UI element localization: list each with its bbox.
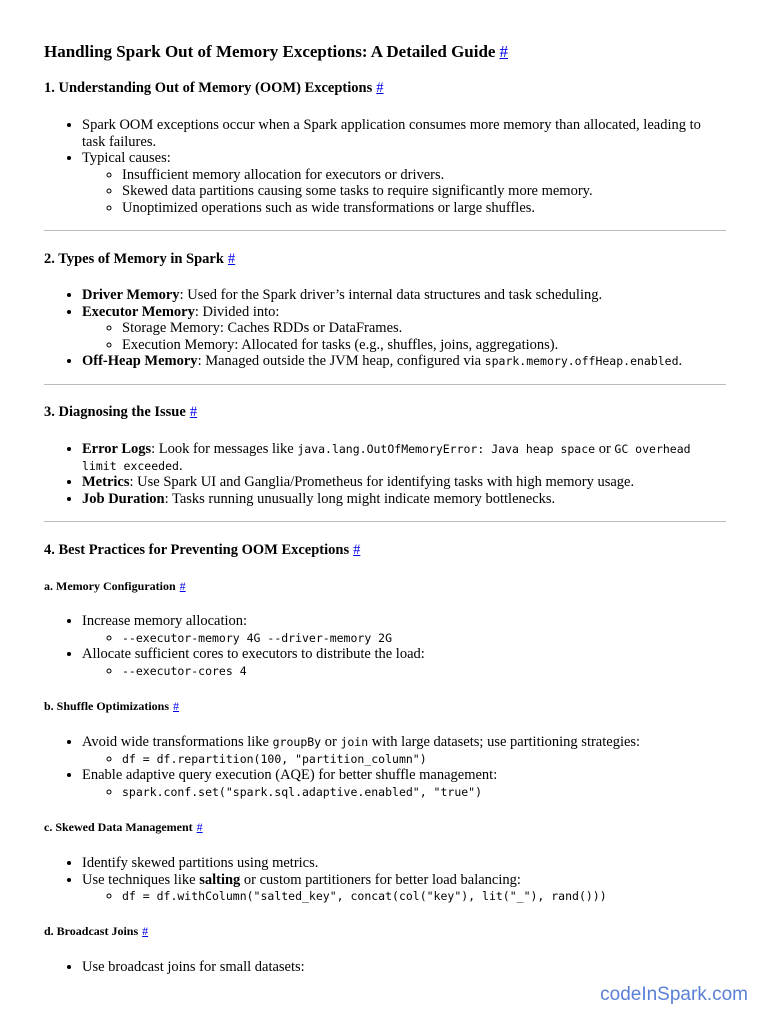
section-2-anchor-link[interactable]: # <box>227 251 236 267</box>
inline-code: --executor-memory 4G --driver-memory 2G <box>122 630 393 645</box>
list-item: • Error Logs: Look for messages like java.lang.OutOfMemoryError: Java heap space or GC overhead limit exceeded. <box>82 441 726 474</box>
list-item: ◦ Unoptimized operations such as wide transformations or large shuffles. <box>122 200 726 217</box>
subsection-b-heading: b. Shuffle Optimizations # <box>44 699 180 713</box>
section-3-heading: 3. Diagnosing the Issue # <box>44 404 198 420</box>
list-item: • Avoid wide transformations like groupBy or join with large datasets; use partitioning strategies: ◦ df = df.repartition(100, "partition_column") <box>82 734 726 767</box>
subsection-c-anchor-link[interactable]: # <box>196 820 203 834</box>
list-item: • Use techniques like salting or custom partitioners for better load balancing: ◦ df = df.withColumn("salted_key", concat(col("key"), lit("_"), rand())) <box>82 872 726 905</box>
inline-code: java.lang.OutOfMemoryError: Java heap space <box>297 442 596 456</box>
section-2-list <box>44 287 726 370</box>
list-item: • Enable adaptive query execution (AQE) for better shuffle management: ◦ spark.conf.set("spark.sql.adaptive.enabled", "true") <box>82 767 726 800</box>
subsection-a-list <box>44 613 726 679</box>
subsection-d-list <box>44 959 726 976</box>
subsection-a <box>44 579 726 594</box>
inline-code: spark.memory.offHeap.enabled <box>484 354 679 368</box>
list-item <box>122 888 726 905</box>
section-1-anchor-link[interactable]: # <box>376 80 384 96</box>
list-item: • Use broadcast joins for small datasets: <box>82 959 726 976</box>
list-item: • Identify skewed partitions using metrics. <box>82 855 726 872</box>
page-title <box>44 42 508 62</box>
subsection-c <box>44 820 726 835</box>
list-item: ◦ Insufficient memory allocation for executors or drivers. <box>122 167 726 184</box>
section-4-heading: 4. Best Practices for Preventing OOM Exceptions # <box>44 542 361 558</box>
inline-code: --executor-cores 4 <box>122 663 247 678</box>
title-anchor-link[interactable]: # <box>499 42 508 61</box>
subsection-c-list <box>44 855 726 905</box>
inline-code: spark.conf.set("spark.sql.adaptive.enabled", "true") <box>122 784 483 799</box>
divider <box>44 230 726 231</box>
section-4 <box>44 542 726 559</box>
subsection-a-anchor-link[interactable]: # <box>179 579 186 593</box>
list-item: • Executor Memory: Divided into: ◦ Storage Memory: Caches RDDs or DataFrames. ◦ Execution Memory: Allocated for tasks (e.g., shuffles, joins, aggregations). <box>82 304 726 354</box>
inline-code: df = df.repartition(100, "partition_column") <box>122 751 427 766</box>
inline-code: GC overhead limit exceeded <box>82 442 691 473</box>
subsection-a-heading: a. Memory Configuration # <box>44 579 186 593</box>
list-item: • Spark OOM exceptions occur when a Spark application consumes more memory than allocated, leading to task failures. <box>82 117 726 150</box>
list-item <box>122 630 726 647</box>
section-2 <box>44 251 726 268</box>
list-item <box>122 751 726 768</box>
subsection-d <box>44 924 726 939</box>
subsection-b-list <box>44 734 726 800</box>
inline-code: join <box>340 735 369 749</box>
page-title-text: Handling Spark Out of Memory Exceptions: A Detailed Guide <box>44 42 496 61</box>
inline-code: groupBy <box>272 735 322 749</box>
footer-watermark: codeInSpark.com <box>600 984 748 1005</box>
subsection-d-heading: d. Broadcast Joins # <box>44 924 149 938</box>
subsection-b <box>44 699 726 714</box>
list-item: • Typical causes: ◦ Insufficient memory allocation for executors or drivers. ◦ Skewed data partitions causing some tasks to require significantly more memory. ◦ Unoptimized operations such as wide transformations or large shuffles. <box>82 150 726 216</box>
list-item: • Driver Memory: Used for the Spark driver’s internal data structures and task scheduling. <box>82 287 726 304</box>
section-3 <box>44 404 726 421</box>
divider <box>44 384 726 385</box>
list-item: ◦ Skewed data partitions causing some tasks to require significantly more memory. <box>122 183 726 200</box>
list-item: • Metrics: Use Spark UI and Ganglia/Prometheus for identifying tasks with high memory usage. <box>82 474 726 491</box>
list-item <box>122 663 726 680</box>
list-item: • Job Duration: Tasks running unusually long might indicate memory bottlenecks. <box>82 491 726 508</box>
divider <box>44 521 726 522</box>
section-1-list <box>44 117 726 216</box>
list-item: • Increase memory allocation: ◦ --executor-memory 4G --driver-memory 2G <box>82 613 726 646</box>
list-item: ◦ Storage Memory: Caches RDDs or DataFrames. <box>122 320 726 337</box>
list-item: • Allocate sufficient cores to executors to distribute the load: ◦ --executor-cores 4 <box>82 646 726 679</box>
subsection-d-anchor-link[interactable]: # <box>142 924 149 938</box>
section-1-heading: 1. Understanding Out of Memory (OOM) Exceptions # <box>44 80 384 96</box>
section-4-anchor-link[interactable]: # <box>353 542 361 558</box>
subsection-c-heading: c. Skewed Data Management # <box>44 820 203 834</box>
inline-code: df = df.withColumn("salted_key", concat(col("key"), lit("_"), rand())) <box>122 889 607 903</box>
list-item: • Off-Heap Memory: Managed outside the JVM heap, configured via spark.memory.offHeap.enabled. <box>82 353 726 370</box>
section-3-anchor-link[interactable]: # <box>189 404 198 420</box>
list-item <box>122 784 726 801</box>
list-item: ◦ Execution Memory: Allocated for tasks (e.g., shuffles, joins, aggregations). <box>122 337 726 354</box>
subsection-b-anchor-link[interactable]: # <box>173 699 180 713</box>
section-3-list <box>44 441 726 507</box>
section-1 <box>44 80 726 97</box>
section-2-heading: 2. Types of Memory in Spark # <box>44 251 236 267</box>
